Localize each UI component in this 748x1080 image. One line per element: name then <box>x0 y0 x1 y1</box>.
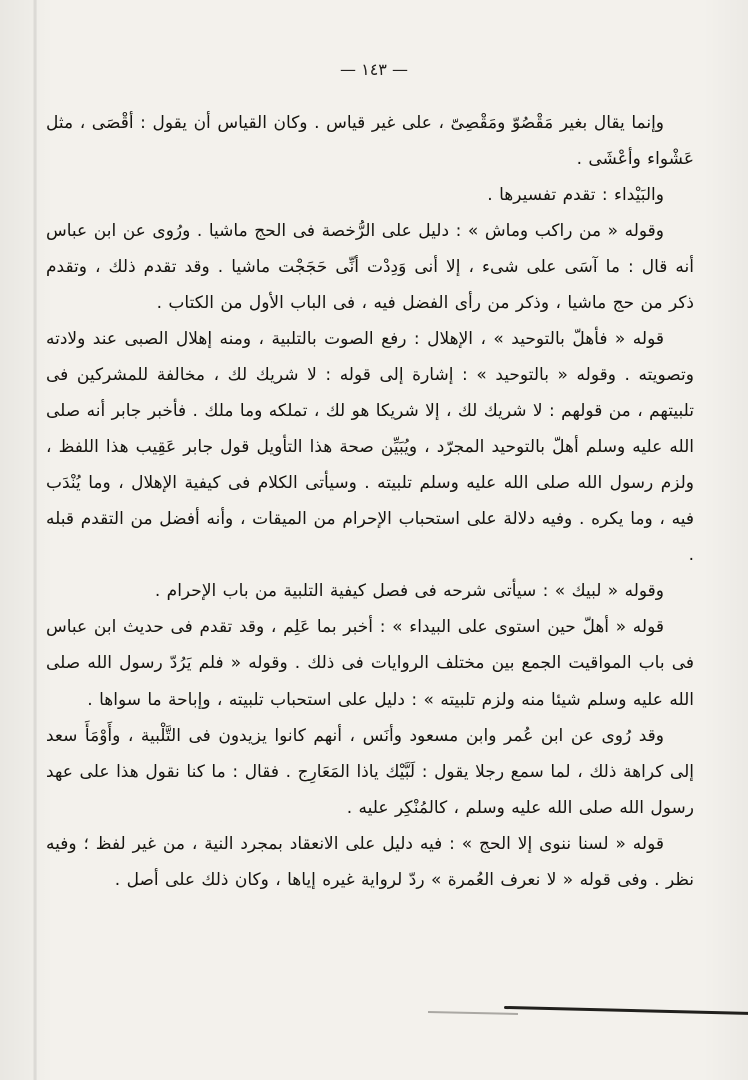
paragraph-ziyada-fi-talbiya: وقد رُوى عن ابن عُمر وابن مسعود وأنَس ، أنهم كانوا يزيدون فى التَّلْبية ، وأَوْمَأَ سعد إلى كراهة ذلك ، لما سمع رجلا يقول : لَبَّيْك ياذا المَعَارِج . فقال : ما كنا نقول هذا على عهد رسول الله صلى الله عليه وسلم ، كالمُنْكِر عليه . <box>46 725 694 818</box>
scan-crease-left <box>33 0 37 1080</box>
paragraph-ahalla-bittawhid: قوله « فأهلّ بالتوحيد » ، الإهلال : رفع الصوت بالتلبية ، ومنه إهلال الصبى عند ولادته وتصويته . وقوله « بالتوحيد » : إشارة إلى قوله : لا شريك لك ، مخالفة للمشركين فى تلبيتهم ، من قولهم : لا شريك لك ، إلا شريكا هو لك ، تملكه وما ملك . فأخبر جابر أنه صلى الله عليه وسلم أهلّ بالتوحيد المجرّد ، ويُبَيِّن صحة هذا التأويل قول جابر عَقِيب هذا اللفظ ، ولزم رسول الله صلى الله عليه وسلم تلبيته . وسيأتى الكلام فى كيفية الإهلال ، وما يُنْدَب فيه ، وما يكره . وفيه دلالة على استحباب الإحرام من الميقات ، وأنه أفضل من التقدم قبله . <box>46 329 694 566</box>
page-number: — ١٤٣ — <box>340 60 408 79</box>
paragraph-rakib-wa-mash: وقوله « من راكب وماش » : دليل على الرُّخصة فى الحج ماشيا . ورُوى عن ابن عباس أنه قال : ما آسَى على شىء ، إلا أنى وَدِدْت أنِّى حَجَجْت ماشيا . وقد تقدم ذلك ، وتقدم ذكر من حج ماشيا ، وذكر من رأى الفضل فيه ، فى الباب الأول من الكتاب . <box>46 221 694 314</box>
body-text <box>46 105 694 898</box>
paragraph-baydaa: والبَيْداء : تقدم تفسيرها . <box>487 185 664 206</box>
paragraph-istawa-ala-albaydaa: قوله « أهلّ حين استوى على البيداء » : أخبر بما عَلِم ، وقد تقدم فى حديث ابن عباس فى باب المواقيت الجمع بين مختلف الروايات فى ذلك . وقوله « فلم يَرُدّ رسول الله صلى الله عليه وسلم شيئا منه ولزم تلبيته » : دليل على استحباب تلبيته ، وإباحة ما سواها . <box>46 617 694 710</box>
paragraph-labbayk: وقوله « لبيك » : سيأتى شرحه فى فصل كيفية التلبية من باب الإحرام . <box>154 581 664 602</box>
paragraph-lasna-nanwi: قوله « لسنا ننوى إلا الحج » : فيه دليل على الانعقاد بمجرد النية ، من غير لفظ ؛ وفيه نظر . وفى قوله « لا نعرف العُمرة » ردّ لرواية غيره إياها ، وكان ذلك على أصل . <box>46 833 694 890</box>
scan-edge-bottom <box>504 1006 748 1015</box>
scan-edge-bottom-fade <box>428 1011 518 1015</box>
paragraph-qiyas: وإنما يقال بغير مَقْصُوّ ومَقْصِىّ ، على غير قياس . وكان القياس أن يقول : أقْصَى ، مثل عَشْواء وأعْشَى . <box>46 113 694 170</box>
